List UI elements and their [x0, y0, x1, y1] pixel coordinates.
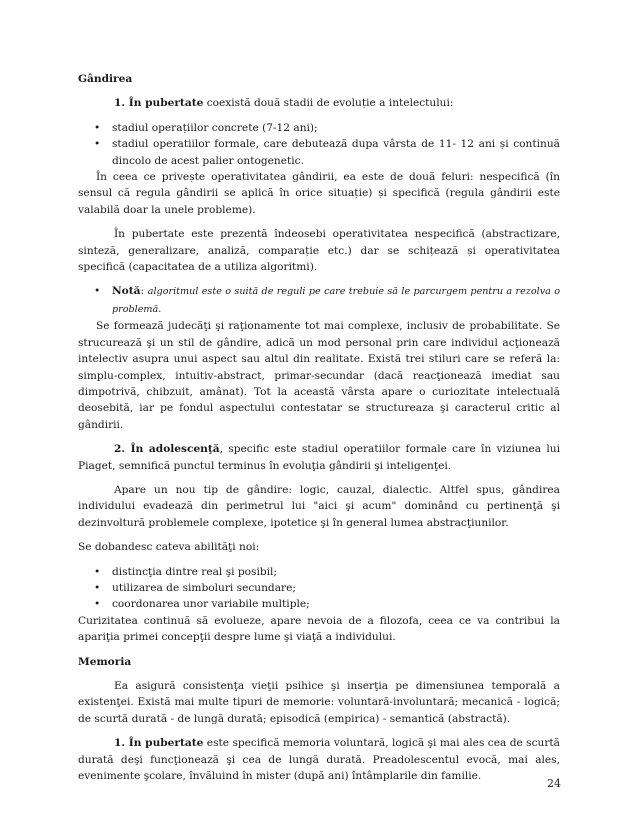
list-item	[78, 564, 560, 580]
bullet-icon: •	[94, 581, 101, 594]
paragraph-text: , specific este stadiul operatiilor formale care în viziunea lui Piaget, semnifică punctul terminus în evoluţia gândirii şi inteligenţei.	[78, 443, 560, 472]
paragraph-curiosity: Curizitatea continuă să evolueze, apare nevoia de a filozofa, ceea ce va contribui la apariţia primei concepţii despre lume şi viaţă a individului.	[78, 614, 560, 644]
bullet-icon: •	[94, 285, 101, 298]
paragraph-lead: 1. În pubertate	[114, 97, 204, 110]
list-item-text: stadiul operatiilor formale, care debutează dupa vârsta de 11- 12 ani și continuă dincolo de acest palier ontogenetic.	[112, 138, 560, 167]
bullet-icon: •	[94, 121, 101, 134]
page-number: 24	[547, 777, 561, 790]
list-item-text: stadiul operațiilor concrete (7-12 ani);	[112, 121, 318, 134]
paragraph-puberty-operativity: În pubertate este prezentă îndeosebi operativitatea nespecifică (abstractizare, sinteză, generalizare, analiză, comparație etc.) dar se schițează și operativitatea specifică (capacitatea de a utiliza algoritmi).	[78, 228, 560, 274]
list-item-text: utilizarea de simboluri secundare;	[112, 581, 296, 594]
list-item	[78, 596, 560, 612]
paragraph-puberty-intro	[78, 95, 560, 111]
list-item-text: coordonarea unor variabile multiple;	[112, 598, 310, 611]
paragraph-memory-types: Ea asigură consistenţa vieţii psihice şi inserţia pe dimensiunea temporală a existenţei. Există mai multe tipuri de memorie: voluntară-involuntară; mecanică - logică; de scurtă durată - de lungă durată; episodică (empirica) - semantică (abstractă).	[78, 680, 560, 725]
stages-list	[78, 120, 560, 169]
page-content	[78, 71, 560, 784]
paragraph-abilities-intro: Se dobandesc cateva abilităţi noi:	[78, 541, 260, 554]
paragraph-operativity: În ceea ce privește operativitatea gândirii, ea este de două feluri: nespecifică (în sensul că regula gândirii se aplică în orice situație) și specifică (regula gândirii este valabilă doar la unele probleme).	[78, 171, 560, 216]
note-text: algoritmul este o suită de reguli pe care trebuie să le parcurgem pentru a rezolva o problemă.	[112, 286, 560, 315]
paragraph-memory-puberty	[78, 735, 560, 784]
list-item	[78, 120, 560, 136]
note-list	[78, 283, 560, 318]
abilities-list	[78, 564, 560, 613]
note-colon: :	[140, 285, 148, 298]
paragraph-adolescence	[78, 441, 560, 474]
section-title-memoria: Memoria	[78, 655, 132, 668]
paragraph-text: coexistă două stadii de evoluție a intelectului:	[203, 97, 454, 110]
bullet-icon: •	[94, 598, 101, 611]
bullet-icon: •	[94, 565, 101, 578]
list-item-text: distincţia dintre real şi posibil;	[112, 565, 277, 578]
list-item	[78, 136, 560, 169]
paragraph-new-thinking: Apare un nou tip de gândire: logic, cauzal, dialectic. Altfel spus, gândirea individului evadează din perimetrul lui "aici şi acum" dominând cu pertinenţă şi dezinvoltură problemele complexe, ipotetice şi în general lumea abstracţiunilor.	[78, 483, 560, 529]
paragraph-judgements: Se formează judecăţi şi raţionamente tot mai complexe, inclusiv de probabilitate. Se strucurează şi un stil de gândire, adică un mod personal prin care individul acţionează intelectiv asupra unui aspect sau altul din realitate. Există trei stiluri care se referă la: simplu-complex, intuitiv-abstract, primar-secundar (dacă reacţionează imediat sau dimpotrivă, chibzuit, amânat). Tot la această vârsta apare o curiozitate intelectuală deosebită, iar pe fondul aspectului contestatar se structureaza şi caracterul critic al gândirii.	[78, 320, 560, 431]
section-title-gandirea: Gândirea	[78, 73, 133, 85]
bullet-icon: •	[94, 138, 101, 151]
note-item	[78, 283, 560, 318]
note-label: Notă	[112, 285, 141, 298]
paragraph-text: este specifică memoria voluntară, logică şi mai ales cea de scurtă durată deşi funcţionează şi cea de lungă durată. Preadolescentul evocă, mai ales, evenimente şcolare, învăluind în mister (după ani) întâmplarile din familie.	[78, 737, 560, 783]
list-item	[78, 580, 560, 596]
paragraph-lead: 2. În adolescenţă	[114, 443, 220, 456]
paragraph-lead: 1. În pubertate	[114, 737, 204, 750]
